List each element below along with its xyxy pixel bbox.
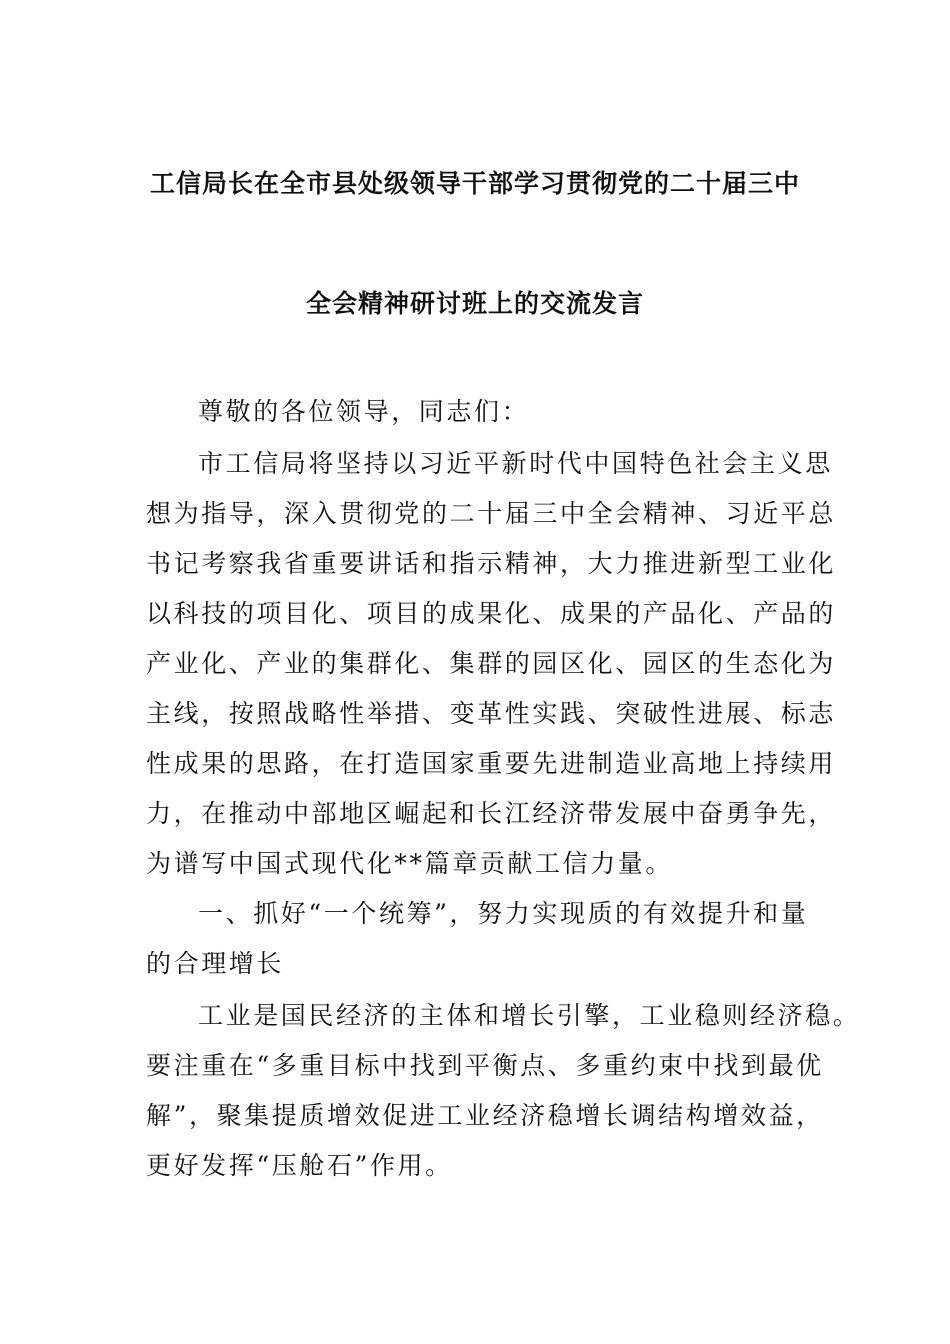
paragraph-line: 为谱写中国式现代化**篇章贡献工信力量。 [146, 849, 674, 878]
paragraph-line: 主线，按照战略性举措、变革性实践、突破性进展、标志 [146, 699, 837, 728]
paragraph-line: 性成果的思路，在打造国家重要先进制造业高地上持续用 [146, 749, 837, 778]
section-heading-line: 一、抓好“一个统筹”，努力实现质的有效提升和量 [198, 899, 809, 928]
paragraph-line: 工业是国民经济的主体和增长引擎，工业稳则经济稳。 [198, 1001, 861, 1030]
paragraph-line: 书记考察我省重要讲话和指示精神，大力推进新型工业化 [146, 549, 837, 578]
paragraph-line: 更好发挥“压舱石”作用。 [146, 1151, 453, 1180]
paragraph-line: 以科技的项目化、项目的成果化、成果的产品化、产品的 [146, 599, 837, 628]
document-title-line-2: 全会精神研讨班上的交流发言 [305, 289, 644, 318]
paragraph-line: 力，在推动中部地区崛起和长江经济带发展中奋勇争先， [146, 799, 837, 828]
salutation: 尊敬的各位领导，同志们： [198, 397, 530, 426]
paragraph-line: 想为指导，深入贯彻党的二十届三中全会精神、习近平总 [146, 499, 837, 528]
paragraph-line: 市工信局将坚持以习近平新时代中国特色社会主义思 [198, 449, 833, 478]
paragraph-line: 解”，聚集提质增效促进工业经济稳增长调结构增效益， [146, 1101, 824, 1130]
section-heading-line: 的合理增长 [146, 949, 285, 978]
paragraph-line: 产业化、产业的集群化、集群的园区化、园区的生态化为 [146, 649, 837, 678]
paragraph-line: 要注重在“多重目标中找到平衡点、多重约束中找到最优 [146, 1051, 824, 1080]
document-title-line-1: 工信局长在全市县处级领导干部学习贯彻党的二十届三中 [149, 169, 800, 198]
